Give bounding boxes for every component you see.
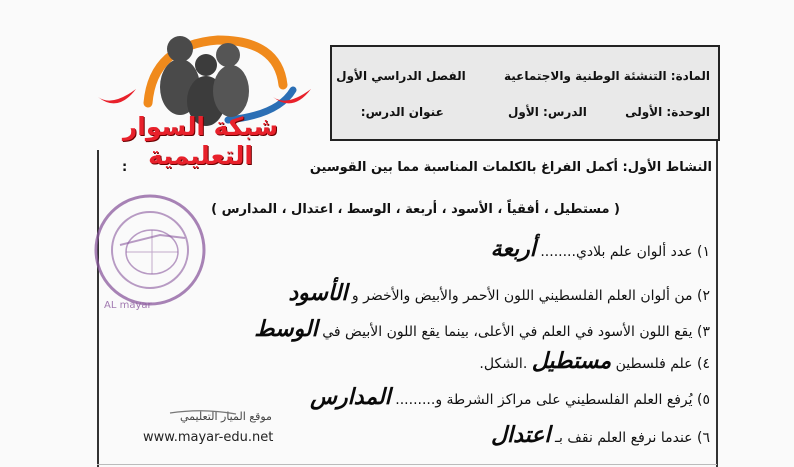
unit-label: الوحدة: الأولى <box>625 105 710 119</box>
subject-label: المادة: التنشئة الوطنية والاجتماعية <box>503 69 710 83</box>
handwritten-answer: أربعة <box>490 236 536 262</box>
handwritten-answer: اعتدال <box>490 422 551 448</box>
question-3 <box>254 316 710 342</box>
question-text: عدد ألوان علم بلادي........ <box>540 244 693 260</box>
question-5 <box>310 384 710 410</box>
bottom-divider <box>97 464 717 465</box>
question-text-after: .الشكل. <box>479 356 528 372</box>
handwritten-answer: المدارس <box>310 384 391 410</box>
question-text-before: علم فلسطين <box>615 356 693 372</box>
footer-site-name: موقع الميار التعليمي <box>180 410 272 423</box>
question-1 <box>491 236 710 262</box>
question-number: ٢) <box>697 288 710 304</box>
handwritten-answer: الأسود <box>288 280 348 306</box>
question-number: ٦) <box>697 430 710 446</box>
handwritten-answer: الوسط <box>254 316 318 342</box>
activity-title: النشاط الأول: أكمل الفراغ بالكلمات المناسبة مما بين القوسين <box>309 160 712 175</box>
lesson-label: الدرس: الأول <box>507 105 587 119</box>
question-number: ٥) <box>697 392 710 408</box>
question-number: ٣) <box>697 324 710 340</box>
stamp-icon <box>90 190 210 310</box>
logo-title: شبكة السوار التعليمية <box>122 112 279 170</box>
question-2 <box>288 280 710 306</box>
header-row-subject <box>302 69 710 83</box>
header-row-unit <box>327 105 710 119</box>
activity-colon: : <box>122 160 128 175</box>
question-4 <box>479 348 710 374</box>
question-number: ١) <box>697 244 710 260</box>
footer-url-link[interactable]: www.mayar-edu.net <box>143 430 274 445</box>
handwritten-answer: مستطيل <box>531 348 612 374</box>
semester-label: الفصل الدراسي الأول <box>336 69 466 83</box>
question-text: يقع اللون الأسود في العلم في الأعلى، بينما يقع اللون الأبيض في <box>322 324 693 340</box>
question-text: من ألوان العلم الفلسطيني اللون الأحمر والأبيض والأخضر و <box>351 288 693 304</box>
header-box <box>330 45 720 141</box>
swoosh-icon <box>168 408 238 418</box>
lesson-title-label: عنوان الدرس: <box>360 105 444 119</box>
stamp-text: AL mayar <box>104 300 152 311</box>
question-6 <box>491 422 710 448</box>
question-text: عندما نرفع العلم نقف بـ <box>554 430 693 446</box>
question-number: ٤) <box>697 356 710 372</box>
question-text: يُرفع العلم الفلسطيني على مراكز الشرطة و......... <box>395 392 693 408</box>
word-bank: ( مستطيل ، أفقياً ، الأسود ، أربعة ، الوسط ، اعتدال ، المدارس ) <box>211 202 620 217</box>
